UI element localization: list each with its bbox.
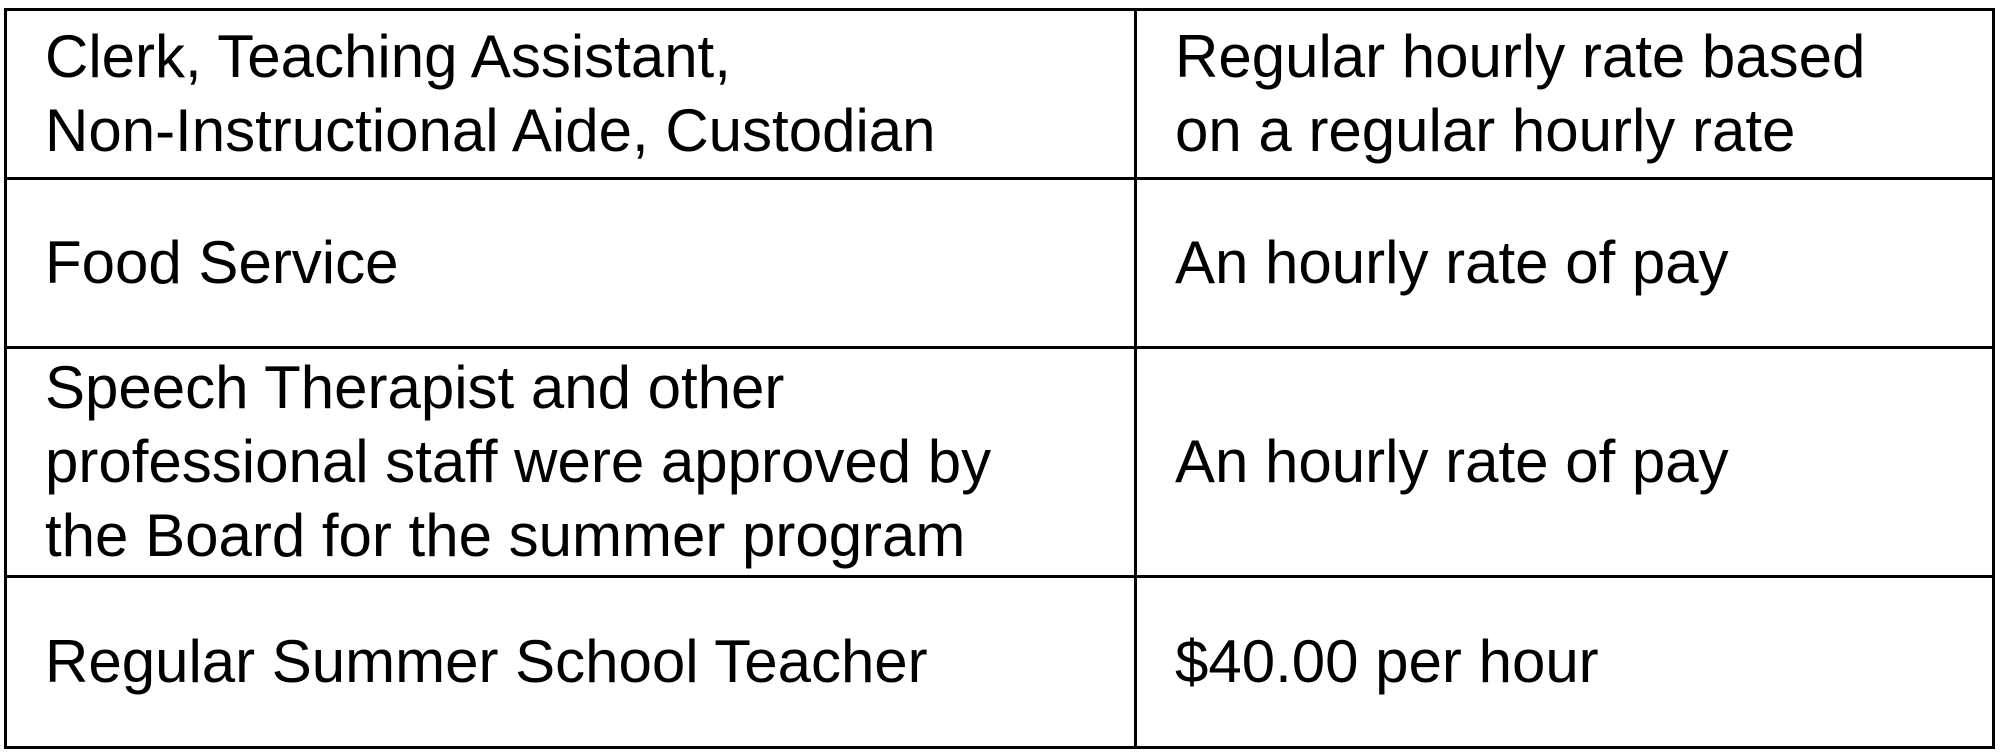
- rate-cell: An hourly rate of pay: [1136, 179, 1994, 348]
- table-row: [6, 179, 1994, 348]
- pay-rate-table: [4, 8, 1995, 749]
- table-row: [6, 348, 1994, 577]
- rate-cell: An hourly rate of pay: [1136, 348, 1994, 577]
- position-cell: Regular Summer School Teacher: [6, 577, 1136, 748]
- rate-cell: Regular hourly rate based on a regular hourly rate: [1136, 10, 1994, 179]
- table-row: [6, 577, 1994, 748]
- position-cell: Speech Therapist and other professional staff were approved by the Board for the summer program: [6, 348, 1136, 577]
- rate-cell: $40.00 per hour: [1136, 577, 1994, 748]
- position-cell: Clerk, Teaching Assistant, Non-Instructional Aide, Custodian: [6, 10, 1136, 179]
- position-cell: Food Service: [6, 179, 1136, 348]
- table-row: [6, 10, 1994, 179]
